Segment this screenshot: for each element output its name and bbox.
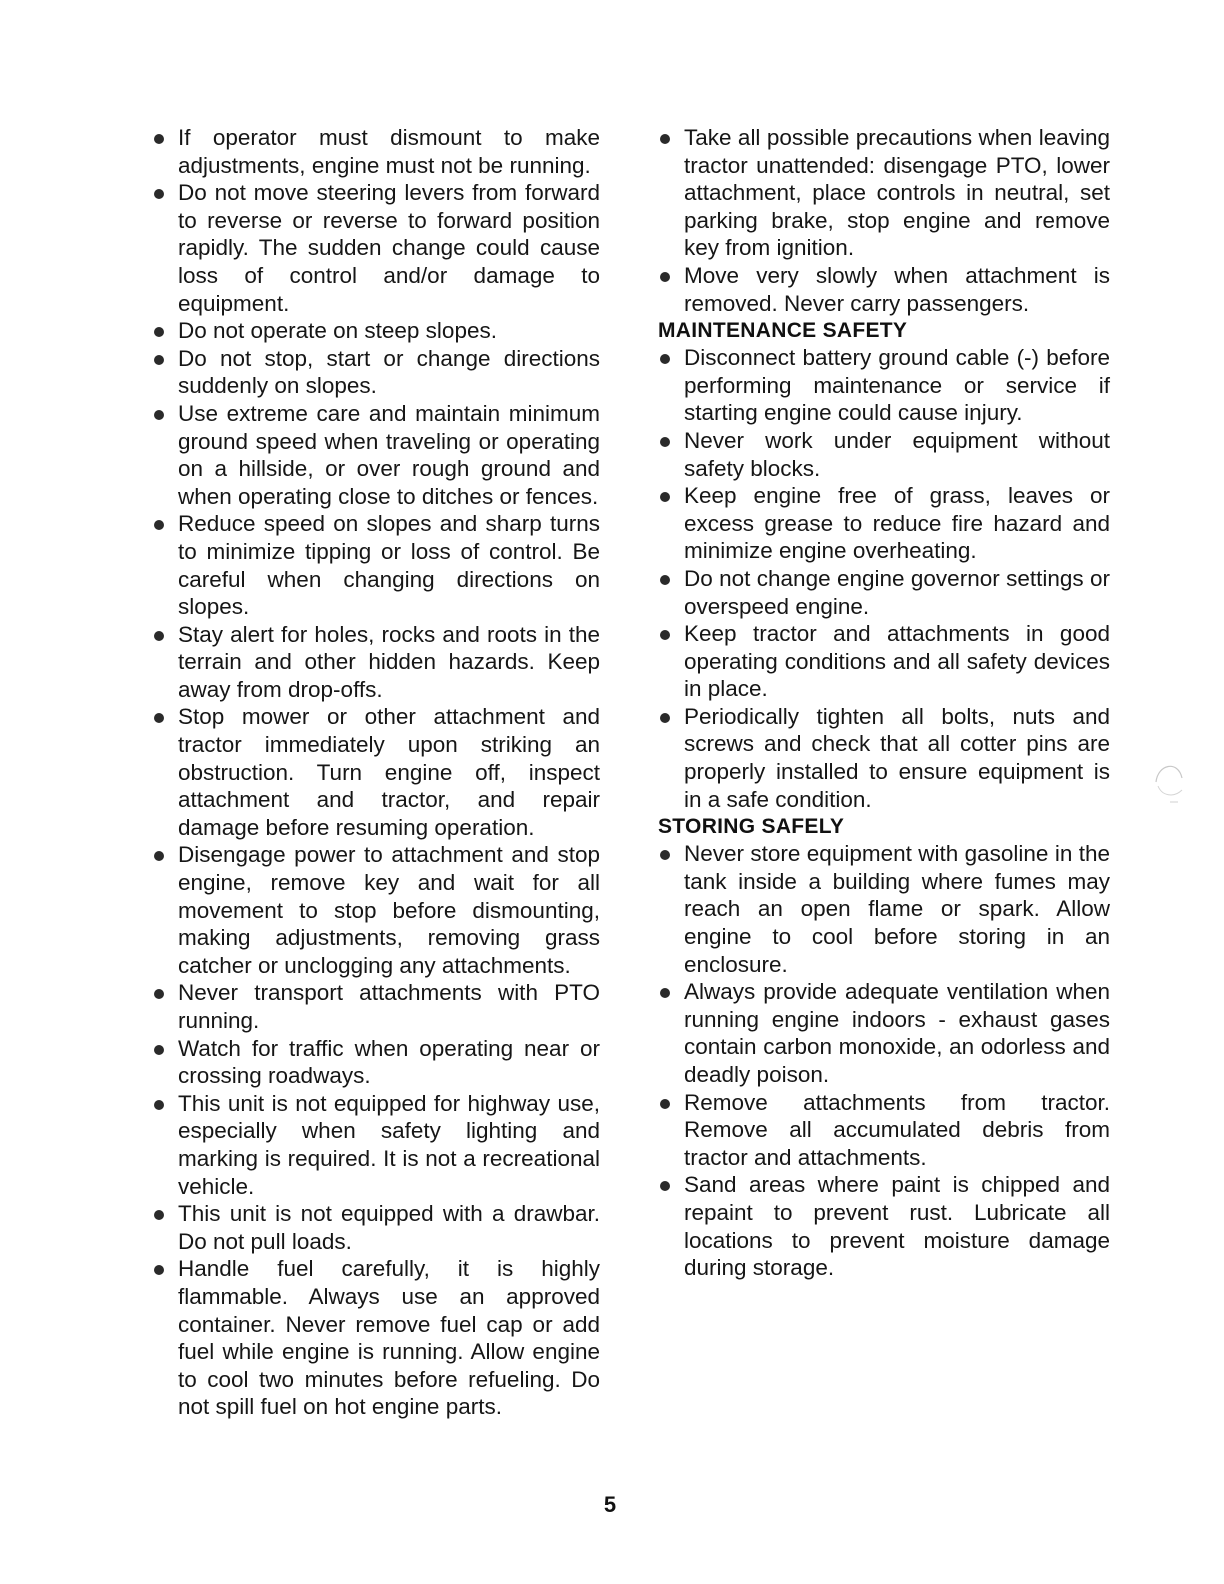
bullet-icon — [660, 272, 670, 282]
bullet-icon — [154, 520, 164, 530]
list-item-text: This unit is not equipped for highway use, especially when safety lighting and marking is required. It is not a recreational vehicle. — [178, 1090, 600, 1199]
list-item-text: Do not change engine governor settings or overspeed engine. — [684, 565, 1110, 619]
storing-safely-heading: STORING SAFELY — [658, 815, 845, 839]
list-item-text: Disengage power to attachment and stop engine, remove key and wait for all movement to stop before dismounting, making adjustments, removing grass catcher or unclogging any attachments. — [178, 842, 600, 978]
bullet-icon — [660, 1181, 670, 1191]
bullet-icon — [154, 713, 164, 723]
list-item-text: Watch for traffic when operating near or crossing roadways. — [178, 1035, 600, 1089]
list-item-text: Disconnect battery ground cable (-) before performing maintenance or service if starting engine could cause injury. — [684, 345, 1110, 426]
list-item — [658, 703, 1110, 813]
list-item — [658, 344, 1110, 427]
list-item — [152, 979, 600, 1034]
list-item — [152, 124, 600, 179]
list-item-text: Periodically tighten all bolts, nuts and screws and check that all cotter pins are properly installed to ensure equipment is in a safe condition. — [684, 703, 1110, 812]
list-item-text: Remove attachments from tractor. Remove all accumulated debris from tractor and attachments. — [684, 1089, 1110, 1170]
list-item-text: Move very slowly when attachment is removed. Never carry passengers. — [684, 262, 1110, 316]
list-item — [152, 1200, 600, 1255]
bullet-icon — [154, 134, 164, 144]
maintenance-bullet-list — [658, 344, 1110, 813]
list-item — [658, 1089, 1110, 1172]
bullet-icon — [660, 437, 670, 447]
list-item — [658, 565, 1110, 620]
list-item-text: Sand areas where paint is chipped and repaint to prevent rust. Lubricate all locations to prevent moisture damage during storage. — [684, 1172, 1110, 1281]
list-item-text: Stay alert for holes, rocks and roots in the terrain and other hidden hazards. Keep away from drop-offs. — [178, 621, 600, 702]
list-item — [152, 841, 600, 979]
list-item-text: Keep tractor and attachments in good operating conditions and all safety devices in place. — [684, 621, 1110, 702]
page-number: 5 — [603, 1492, 617, 1517]
list-item — [152, 1035, 600, 1090]
list-item — [658, 482, 1110, 565]
bullet-icon — [660, 630, 670, 640]
list-item — [658, 620, 1110, 703]
list-item-text: This unit is not equipped with a drawbar. Do not pull loads. — [178, 1201, 600, 1254]
list-item — [152, 317, 600, 345]
list-item — [152, 510, 600, 620]
list-item — [658, 840, 1110, 978]
bullet-icon — [154, 851, 164, 861]
list-item-text: Reduce speed on slopes and sharp turns to minimize tipping or loss of control. Be careful when changing directions on slopes. — [178, 511, 600, 620]
list-item-text: Never store equipment with gasoline in the tank inside a building where fumes may reach an open flame or spark. Allow engine to cool before storing in an enclosure. — [684, 841, 1110, 977]
bullet-icon — [154, 1100, 164, 1110]
bullet-icon — [154, 189, 164, 199]
list-item — [152, 345, 600, 400]
list-item — [152, 400, 600, 510]
bullet-icon — [154, 1210, 164, 1220]
list-item — [658, 262, 1110, 317]
bullet-icon — [660, 354, 670, 364]
list-item-text: Never work under equipment without safety blocks. — [684, 427, 1110, 481]
bullet-icon — [660, 134, 670, 144]
list-item — [658, 1171, 1110, 1281]
list-item-text: Do not stop, start or change directions suddenly on slopes. — [178, 345, 600, 399]
bullet-icon — [660, 850, 670, 860]
list-item-text: Always provide adequate ventilation when running engine indoors - exhaust gases contain carbon monoxide, an odorless and deadly poison. — [684, 979, 1110, 1087]
right-top-bullet-list — [658, 124, 1110, 317]
maintenance-safety-heading: MAINTENANCE SAFETY — [658, 319, 908, 343]
bullet-icon — [154, 989, 164, 999]
left-column — [152, 124, 600, 1421]
storing-bullet-list — [658, 840, 1110, 1282]
scan-artifact-mark — [1148, 752, 1188, 806]
list-item-text: Take all possible precautions when leaving tractor unattended: disengage PTO, lower attachment, place controls in neutral, set parking brake, stop engine and remove key from ignition. — [684, 125, 1110, 261]
list-item-text: Handle fuel carefully, it is highly flammable. Always use an approved container. Never remove fuel cap or add fuel while engine is running. Allow engine to cool two minutes before refueling. Do not spill fuel on hot engine parts. — [178, 1256, 600, 1420]
list-item — [152, 1090, 600, 1200]
bullet-icon — [154, 1265, 164, 1275]
bullet-icon — [154, 1045, 164, 1055]
list-item-text: Do not operate on steep slopes. — [178, 318, 497, 344]
list-item — [658, 978, 1110, 1088]
list-item — [152, 621, 600, 704]
list-item — [658, 124, 1110, 262]
bullet-icon — [660, 713, 670, 723]
bullet-icon — [660, 1099, 670, 1109]
left-bullet-list — [152, 124, 600, 1421]
bullet-icon — [660, 988, 670, 998]
list-item-text: Keep engine free of grass, leaves or excess grease to reduce fire hazard and minimize engine overheating. — [684, 483, 1110, 564]
list-item-text: Never transport attachments with PTO running. — [178, 980, 600, 1033]
list-item-text: If operator must dismount to make adjustments, engine must not be running. — [178, 125, 600, 178]
list-item — [152, 179, 600, 317]
list-item — [152, 703, 600, 841]
list-item — [658, 427, 1110, 482]
list-item-text: Do not move steering levers from forward to reverse or reverse to forward position rapidly. The sudden change could cause loss of control and/or damage to equipment. — [178, 180, 600, 316]
list-item-text: Use extreme care and maintain minimum ground speed when traveling or operating on a hillside, or over rough ground and when operating close to ditches or fences. — [178, 400, 600, 509]
bullet-icon — [154, 410, 164, 420]
list-item-text: Stop mower or other attachment and tractor immediately upon striking an obstruction. Turn engine off, inspect attachment and tractor, and repair damage before resuming operation. — [178, 704, 600, 840]
bullet-icon — [154, 355, 164, 365]
right-column — [658, 124, 1110, 1282]
bullet-icon — [660, 492, 670, 502]
bullet-icon — [154, 631, 164, 641]
list-item — [152, 1255, 600, 1421]
bullet-icon — [154, 327, 164, 337]
bullet-icon — [660, 575, 670, 585]
